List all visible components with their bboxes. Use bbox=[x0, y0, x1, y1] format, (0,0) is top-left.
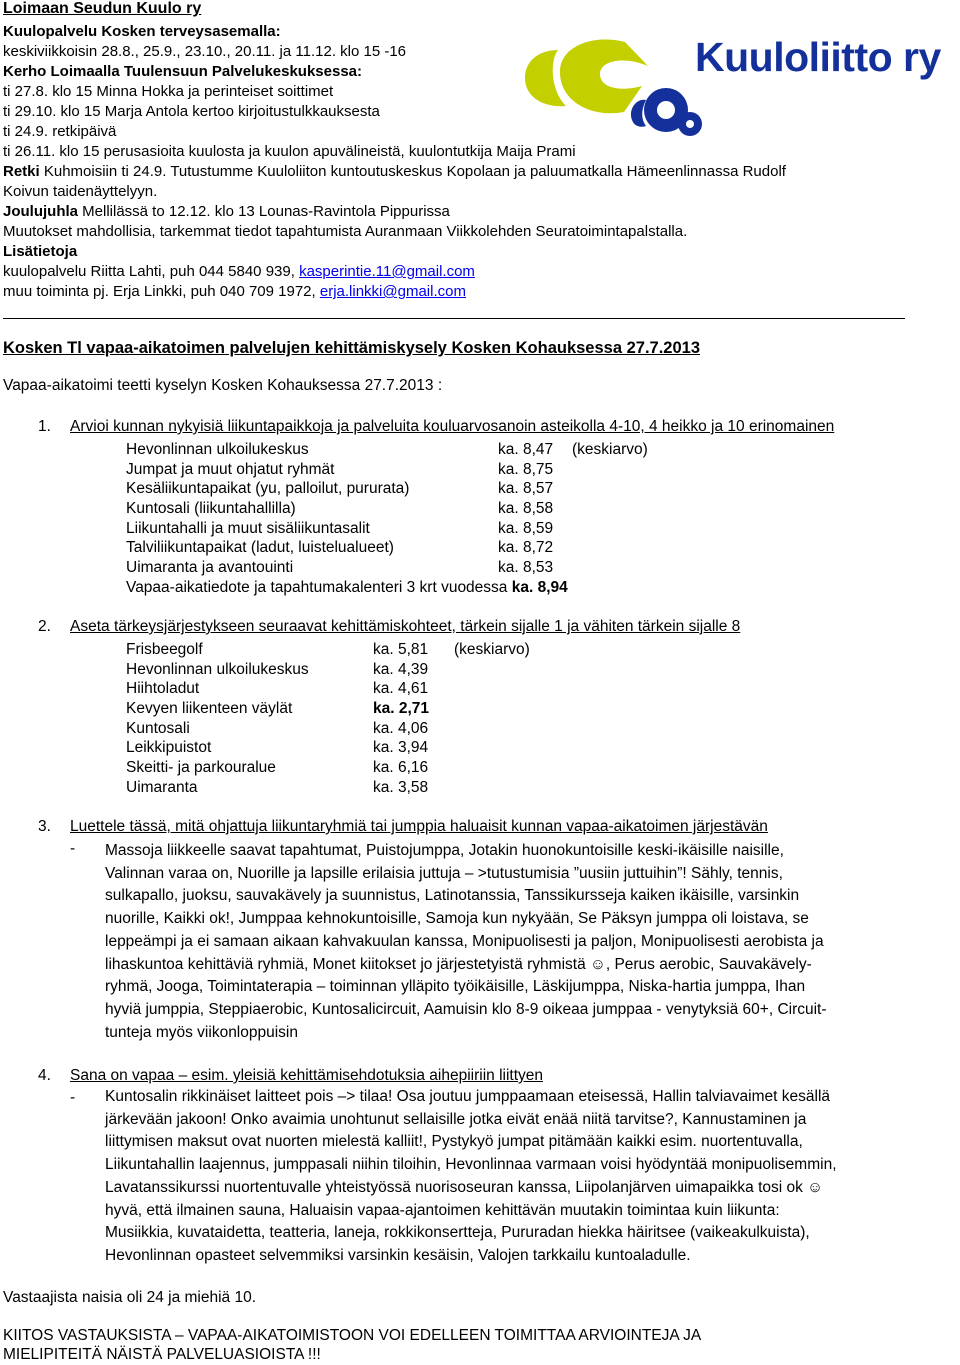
q3-answers bbox=[105, 840, 827, 1044]
q3-answer-line: leppeämpi ja ei samaan aikaan kahvakuulan kanssa, Monipuolisesti ja paljon, Monipuolisesti aerobista ja bbox=[105, 932, 824, 950]
q4-answer-line: järkevään jakoon! Onko avaimia unohtunut sellaisille jotka eivät enää niitä tarvitse?, Kannustaminen ja bbox=[105, 1110, 807, 1128]
q2-table bbox=[126, 640, 726, 798]
q4-answer-line: Hevonlinnan opasteet selvemmiksi varsinkin kesäisin, Valojen tarkkailu kuntoaladulle. bbox=[105, 1246, 691, 1264]
logo-text: Kuuloliitto ry bbox=[695, 34, 941, 80]
q2-row-label: Frisbeegolf bbox=[126, 641, 203, 658]
q2-row-note: (keskiarvo) bbox=[454, 641, 530, 658]
q2-row-value: ka. 2,71 bbox=[373, 700, 430, 718]
q1-row-label: Jumpat ja muut ohjatut ryhmät bbox=[126, 460, 335, 478]
q1-row-value: ka. 8,57 bbox=[498, 480, 554, 498]
q2-row bbox=[126, 738, 726, 758]
thanks-line-1: KIITOS VASTAUKSISTA – VAPAA-AIKATOIMISTOON VOI EDELLEEN TOIMITTAA ARVIOINTEJA JA bbox=[3, 1327, 702, 1344]
q1-row-value: ka. 8,47 bbox=[498, 441, 554, 458]
q2-row-label: Kevyen liikenteen väylät bbox=[126, 700, 293, 718]
q2-row-label: Uimaranta bbox=[126, 778, 198, 796]
q3-answer-line: sulkapallo, juoksu, sauvakävely ja suunnistus, Latinotanssia, Tanssikursseja kaiken ikäisille, varsinkin bbox=[105, 887, 800, 905]
contact-1-text: kuulopalvelu Riitta Lahti, puh 044 5840 939, bbox=[3, 263, 300, 280]
q1-row-value: ka. 8,59 bbox=[498, 519, 554, 537]
q4-answer-line: Liikuntahallin laajennus, jumppasali niihin tiloihin, Hevonlinnaa varmaan voisi hyödyntää monipuolisemmin, bbox=[105, 1156, 837, 1174]
q1-row-last bbox=[126, 578, 826, 598]
thanks-line-2: MIELIPITEITÄ NÄISTÄ PALVELUASIOISTA !!! bbox=[3, 1346, 321, 1363]
q1-row bbox=[126, 519, 826, 539]
q1-row-label: Talviliikuntapaikat (ladut, luistelualueet) bbox=[126, 539, 394, 557]
q4-answers bbox=[105, 1086, 837, 1268]
q1-number: 1. bbox=[38, 418, 51, 435]
q1-row-label: Liikuntahalli ja muut sisäliikuntasalit bbox=[126, 519, 370, 537]
q3-question: Luettele tässä, mitä ohjattuja liikuntaryhmiä tai jumppia haluaisit kunnan vapaa-aikatoimen järjestävän bbox=[70, 818, 768, 835]
q2-row-value: ka. 6,16 bbox=[373, 759, 429, 777]
joulu-text: Mellilässä to 12.12. klo 13 Lounas-Ravintola Pippurissa bbox=[78, 203, 450, 220]
q1-row bbox=[126, 440, 826, 460]
q1-last-label: Vapaa-aikatiedote ja tapahtumakalenteri 3 krt vuodessa bbox=[126, 578, 508, 596]
q4-answer-line: liittymisen maksut ovat nuorten mielestä kalliit!, Pystykyö jumpat pitämään kaikki esim. nuortentuvalla, bbox=[105, 1133, 803, 1151]
lisatietoja-heading: Lisätietoja bbox=[3, 243, 78, 260]
q2-row-label: Leikkipuistot bbox=[126, 739, 212, 757]
q1-row-value: ka. 8,53 bbox=[498, 559, 554, 577]
q1-row bbox=[126, 460, 826, 480]
q3-answer-line: lihaskuntoa kehittäviä ryhmiä, Monet kiitokset jo järjestetyistä ryhmistä ☺, Perus aerobic, Sauvakävely- bbox=[105, 955, 812, 973]
q2-question: Aseta tärkeysjärjestykseen seuraavat kehittämiskohteet, tärkein sijalle 1 ja vähiten tärkein sijalle 8 bbox=[70, 618, 741, 635]
q1-row-label: Uimaranta ja avantouinti bbox=[126, 559, 294, 577]
q2-row-value: ka. 4,06 bbox=[373, 719, 429, 737]
kosken-dates: keskiviikkoisin 28.8., 25.9., 23.10., 20.11. ja 11.12. klo 15 -16 bbox=[3, 43, 407, 60]
q2-row bbox=[126, 640, 726, 660]
q2-row bbox=[126, 699, 726, 719]
contact-2-text: muu toiminta pj. Erja Linkki, puh 040 709 1972, bbox=[3, 283, 320, 300]
q1-row bbox=[126, 479, 826, 499]
q2-row bbox=[126, 778, 726, 798]
q3-answer-line: Valinnan varaa on, Nuorille ja lapsille erilaisia juttuja – >tutustumisia ”uusiin juttuihin”! Sähly, tennis, bbox=[105, 864, 783, 882]
q2-row bbox=[126, 719, 726, 739]
kerho-heading: Kerho Loimaalla Tuulensuun Palvelukeskuksessa: bbox=[3, 63, 363, 80]
q3-dash: - bbox=[70, 840, 76, 857]
q1-row bbox=[126, 538, 826, 558]
kerho-line-2: ti 29.10. klo 15 Marja Antola kertoo kirjoitustulkkauksesta bbox=[3, 103, 380, 120]
q2-row-value: ka. 3,58 bbox=[373, 778, 429, 796]
kerho-line-1: ti 27.8. klo 15 Minna Hokka ja perinteiset soittimet bbox=[3, 83, 334, 100]
q1-row-value: ka. 8,58 bbox=[498, 500, 554, 518]
q3-answer-line: tunteja myös viikonloppuisin bbox=[105, 1023, 298, 1041]
contact-1-email-link[interactable]: kasperintie.11@gmail.com bbox=[299, 263, 475, 280]
q3-answer-line: nuorille, Kaikki ok!, Jumppaa kehnokuntoisille, Samoja kun nykyään, Se Päksyn jumppa oli loistava, se bbox=[105, 910, 809, 928]
retki-text: Kuhmoisiin ti 24.9. Tutustumme Kuuloliiton kuntoutuskeskus Kopolaan ja paluumatkalla Hämeenlinnassa Rudolf bbox=[39, 163, 786, 180]
q2-row bbox=[126, 679, 726, 699]
q1-row-note: (keskiarvo) bbox=[572, 441, 648, 458]
contact-line-1 bbox=[3, 263, 475, 280]
survey-title: Kosken Tl vapaa-aikatoimen palvelujen kehittämiskysely Kosken Kohauksessa 27.7.2013 bbox=[3, 339, 701, 357]
retki-label: Retki bbox=[3, 163, 40, 180]
contact-line-2 bbox=[3, 283, 466, 300]
q4-dash: - bbox=[70, 1089, 76, 1106]
q2-row bbox=[126, 660, 726, 680]
q2-row-label: Hevonlinnan ulkoilukeskus bbox=[126, 660, 309, 678]
page-title: Loimaan Seudun Kuulo ry bbox=[3, 0, 202, 17]
q2-row-value: ka. 4,39 bbox=[373, 660, 429, 678]
kerho-line-4: ti 26.11. klo 15 perusasioita kuulosta ja kuulon apuvälineistä, kuulontutkija Maija Prami bbox=[3, 143, 576, 160]
q1-row bbox=[126, 499, 826, 519]
q1-row bbox=[126, 558, 826, 578]
q3-answer-line: ryhmä, Jooga, Toimintaterapia – toiminnan ylläpito työikäisille, Läskijumppa, Niska-hartia jumppa, Ihan bbox=[105, 978, 806, 996]
q1-row-label: Kesäliikuntapaikat (yu, palloilut, pururata) bbox=[126, 480, 410, 498]
retki-line bbox=[3, 163, 786, 180]
respondents-text: Vastaajista naisia oli 24 ja miehiä 10. bbox=[3, 1289, 257, 1306]
joulu-line bbox=[3, 203, 450, 220]
q1-row-label: Kuntosali (liikuntahallilla) bbox=[126, 500, 296, 518]
q4-question: Sana on vapaa – esim. yleisiä kehittämisehdotuksia aihepiiriin liittyen bbox=[70, 1067, 544, 1084]
survey-intro: Vapaa-aikatoimi teetti kyselyn Kosken Kohauksessa 27.7.2013 : bbox=[3, 377, 443, 394]
q3-answer-line: Massoja liikkeelle saavat tapahtumat, Puistojumppa, Jotakin huonokuntoisille keski-ikäisille naisille, bbox=[105, 842, 784, 859]
q2-row-value: ka. 5,81 bbox=[373, 641, 429, 658]
q2-row-label: Skeitti- ja parkouralue bbox=[126, 759, 276, 777]
q1-question: Arvioi kunnan nykyisiä liikuntapaikkoja ja palveluita kouluarvosanoin asteikolla 4-10, 4 heikko ja 10 erinomainen bbox=[70, 418, 835, 435]
q1-row-value: ka. 8,75 bbox=[498, 460, 554, 478]
q3-answer-line: hyviä jumppia, Steppiaerobic, Kuntosalicircuit, Aamuisin klo 8-9 oikeaa jumppaa - venytyksiä 60+, Circuit- bbox=[105, 1000, 827, 1018]
q1-last-value: ka. 8,94 bbox=[511, 578, 568, 596]
q4-answer-line: hyvä, että ilmainen sauna, Haluaisin vapaa-ajantoimen kehittävän muutakin toimintaa kuin liikunta: bbox=[105, 1201, 780, 1219]
separator-line bbox=[3, 318, 905, 319]
q1-table bbox=[126, 440, 826, 598]
kosken-heading: Kuulopalvelu Kosken terveysasemalla: bbox=[3, 23, 281, 40]
muutokset-line: Muutokset mahdollisia, tarkemmat tiedot tapahtumista Auranmaan Viikkolehden Seuratoimintapalstalla. bbox=[3, 223, 688, 240]
kuuloliitto-logo-mark bbox=[520, 20, 710, 140]
contact-2-email-link[interactable]: erja.linkki@gmail.com bbox=[319, 283, 466, 300]
kuuloliitto-logo bbox=[520, 20, 960, 140]
q2-row-label: Hiihtoladut bbox=[126, 680, 200, 698]
q3-number: 3. bbox=[38, 818, 51, 835]
q4-number: 4. bbox=[38, 1067, 51, 1084]
q4-answer-line: Lavatanssikurssi nuortentuvalle yhteistyössä nuorisoseuran kanssa, Liipolanjärven uimapaikka tosi ok ☺ bbox=[105, 1178, 824, 1196]
q2-number: 2. bbox=[38, 618, 51, 635]
q1-row-value: ka. 8,72 bbox=[498, 539, 554, 557]
q4-answer-line: Kuntosalin rikkinäiset laitteet pois –> tilaa! Osa joutuu jumppaamaan eteisessä, Hallin talviavaimet kesällä bbox=[105, 1088, 831, 1105]
joulu-label: Joulujuhla bbox=[3, 203, 78, 220]
q2-row-label: Kuntosali bbox=[126, 719, 190, 737]
q2-row-value: ka. 3,94 bbox=[373, 739, 429, 757]
q1-row-label: Hevonlinnan ulkoilukeskus bbox=[126, 441, 309, 458]
retki-line-2: Koivun taidenäyttelyyn. bbox=[3, 183, 158, 200]
kerho-line-3: ti 24.9. retkipäivä bbox=[3, 123, 117, 140]
q4-answer-line: Musiikkia, kuvataidetta, teatteria, laneja, rokkikonsertteja, Pururadan hiekka häiritsee (vaikeakulkuista), bbox=[105, 1224, 810, 1242]
q2-row bbox=[126, 758, 726, 778]
q2-row-value: ka. 4,61 bbox=[373, 680, 429, 698]
